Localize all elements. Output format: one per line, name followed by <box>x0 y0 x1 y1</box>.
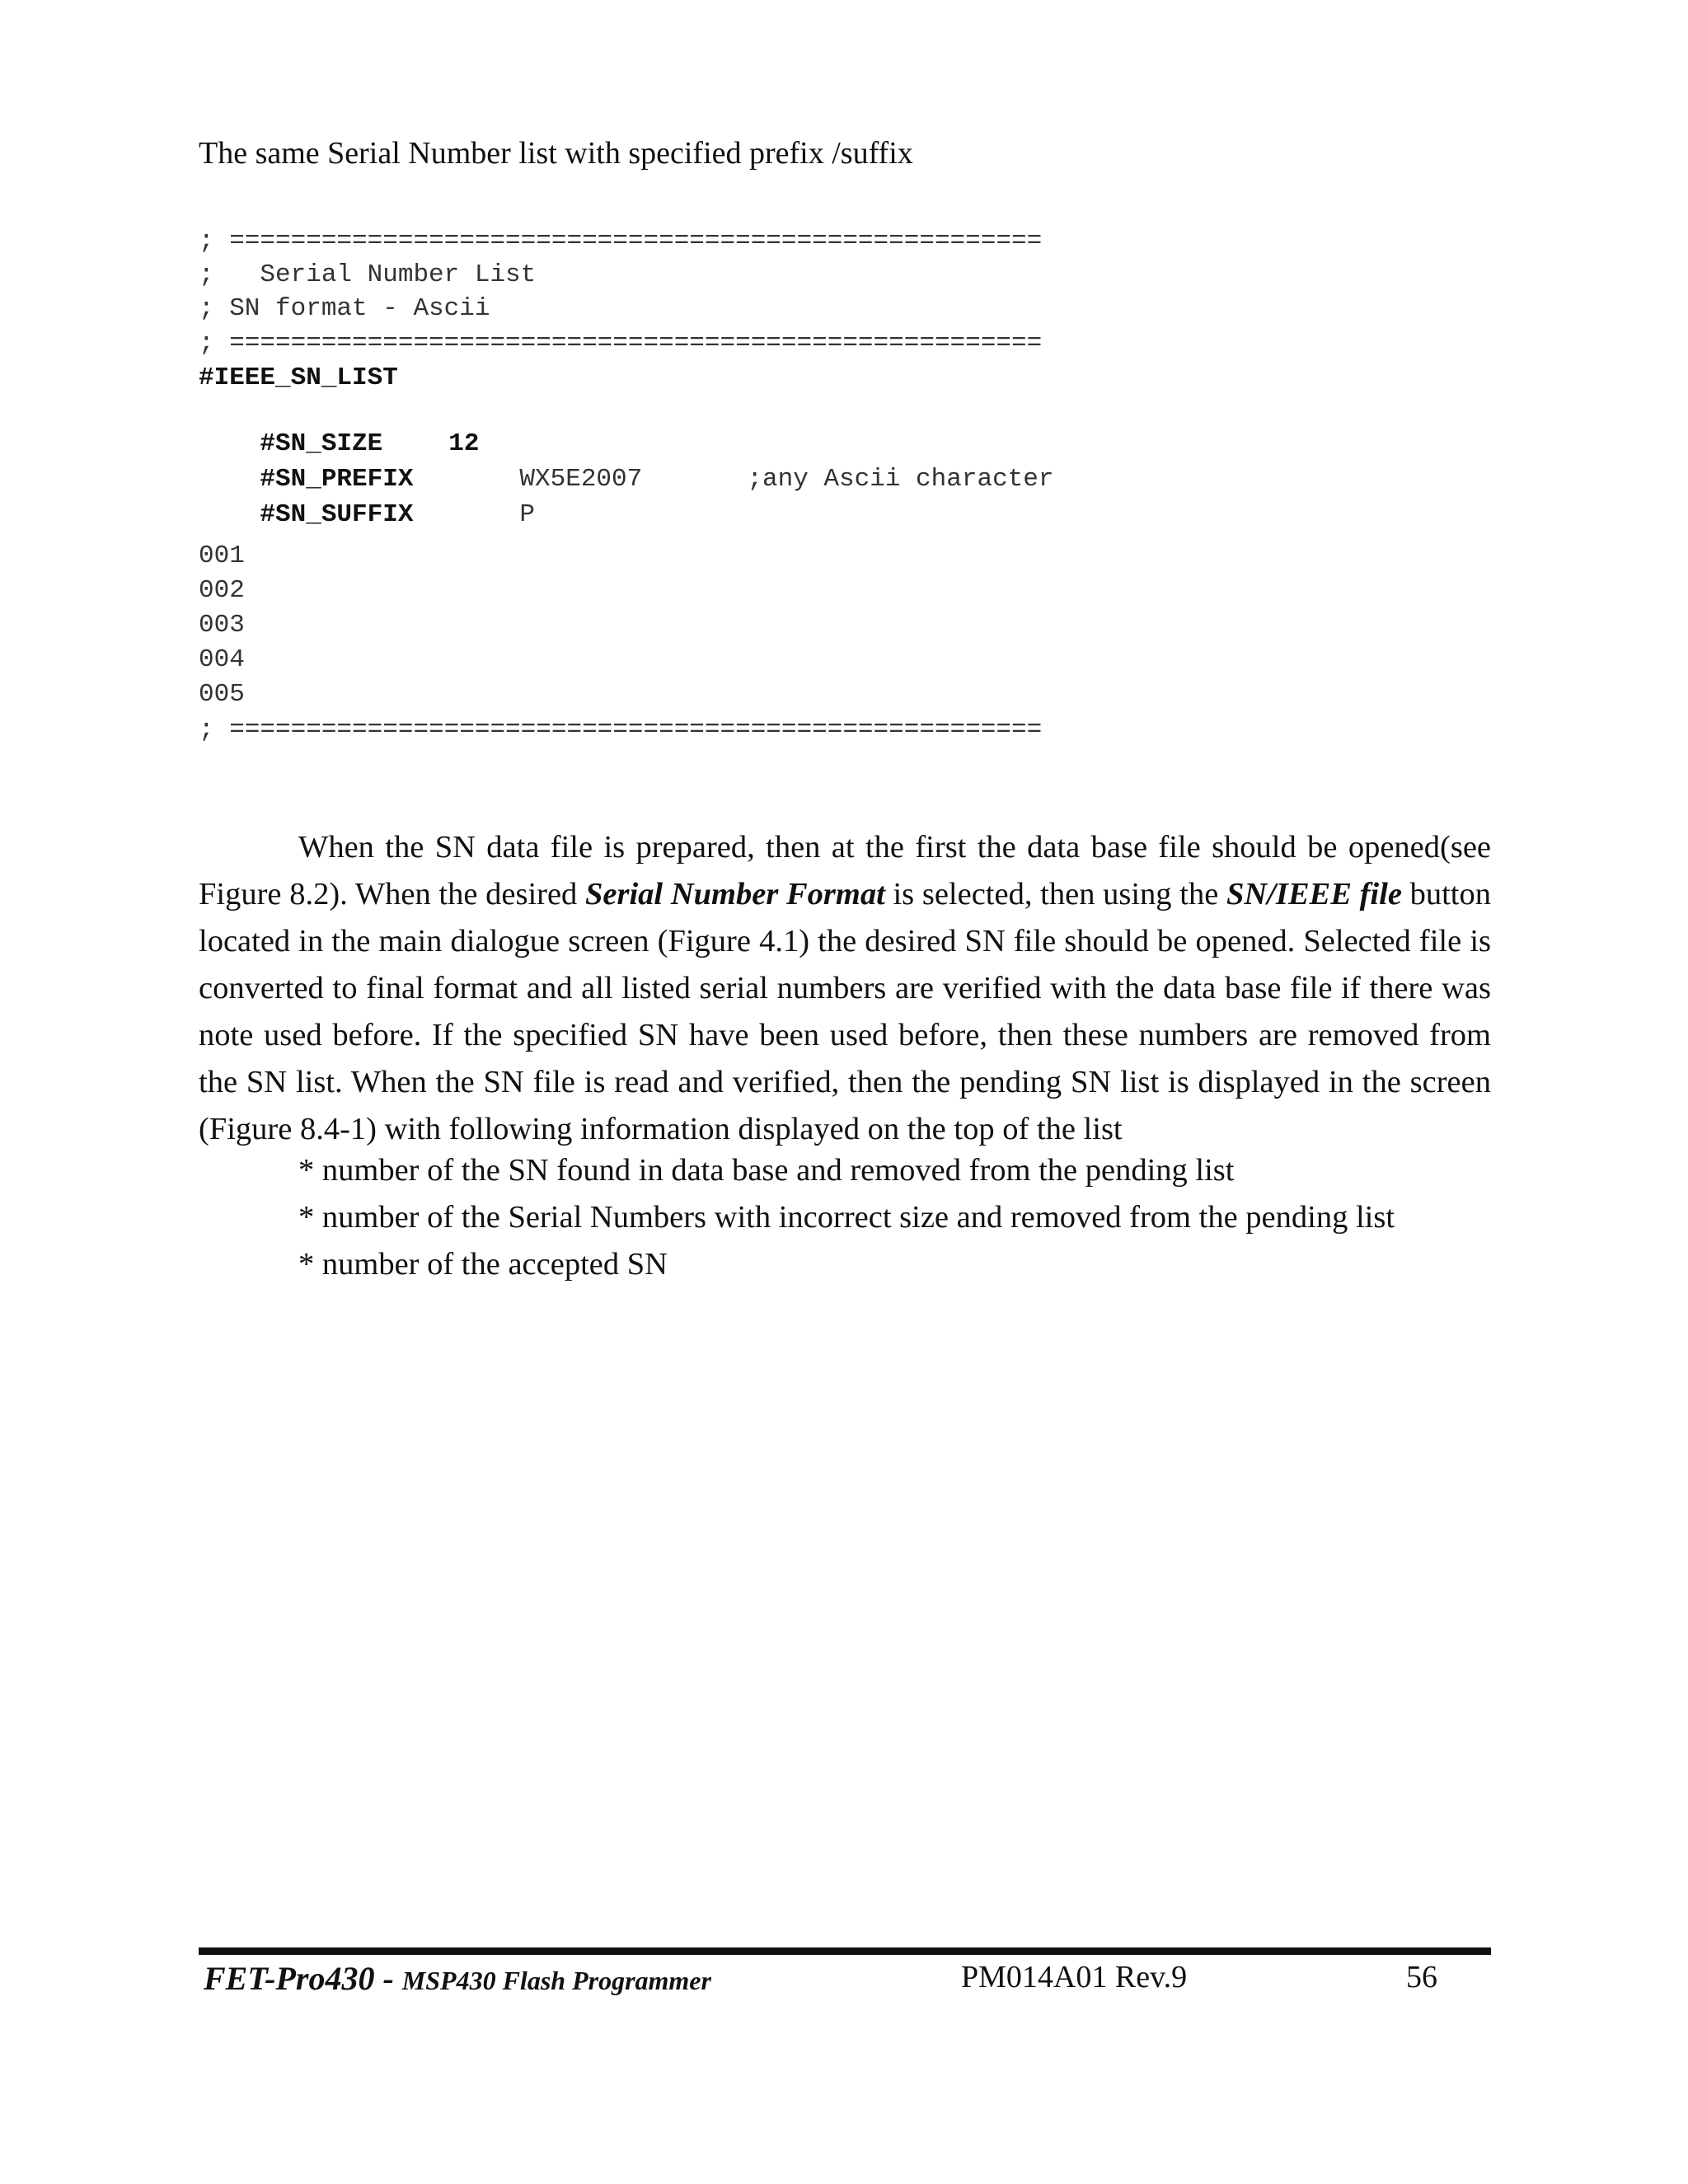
code-serial-number: 002 <box>199 576 245 605</box>
code-prefix-key: #SN_PREFIX <box>260 465 414 494</box>
code-prefix-value: WX5E2007 <box>519 465 643 494</box>
paragraph-part-1: When the SN data file is prepared, then at the first the data base file should be opened(see Figure 8.2). When the desired <box>199 830 1491 912</box>
code-separator-bottom: ; ===================================================== <box>199 715 1043 744</box>
bullet-item: * number of the accepted SN <box>298 1247 668 1282</box>
code-serial-number: 003 <box>199 611 245 640</box>
code-directive-prefix <box>199 435 1054 494</box>
footer-separator: - <box>382 1960 394 1997</box>
code-suffix-value: P <box>519 500 536 529</box>
code-size-value: 12 <box>448 429 480 458</box>
code-prefix-comment: ;any Ascii character <box>747 465 1054 494</box>
footer-subtitle: MSP430 Flash Programmer <box>401 1966 711 1995</box>
code-comment-title: ; Serial Number List <box>199 260 537 289</box>
code-serial-number: 005 <box>199 680 245 709</box>
code-directive-list: #IEEE_SN_LIST <box>199 363 398 392</box>
code-directive-size <box>199 400 480 458</box>
footer-product: FET-Pro430 <box>204 1960 375 1997</box>
code-size-key: #SN_SIZE <box>260 429 383 458</box>
code-directive-suffix <box>199 471 536 529</box>
paragraph-part-2: is selected, then using the <box>884 877 1226 912</box>
page-number: 56 <box>1406 1960 1437 1994</box>
bullet-item: * number of the Serial Numbers with incorrect size and removed from the pending list <box>298 1200 1395 1235</box>
footer-rule <box>199 1947 1491 1955</box>
sn-ieee-file-emphasis: SN/IEEE file <box>1226 877 1402 912</box>
footer-title <box>204 1959 711 1998</box>
intro-heading: The same Serial Number list with specified prefix /suffix <box>199 136 913 171</box>
page-footer <box>199 1957 1491 2007</box>
paragraph-part-3: button located in the main dialogue screen (Figure 4.1) the desired SN file should be opened. Selected file is converted to final format and all listed serial numbers are verified with the data base file if there was note used before. If the specified SN have been used before, then these numbers are removed from the SN list. When the SN file is read and verified, then the pending SN list is displayed in the screen (Figure 8.4-1) with following information displayed on the top of the list <box>199 877 1492 1146</box>
code-serial-number: 004 <box>199 645 245 674</box>
body-paragraph <box>199 824 1491 1153</box>
code-suffix-key: #SN_SUFFIX <box>260 500 414 529</box>
code-separator-top: ; ===================================================== <box>199 227 1043 255</box>
code-separator-header: ; ===================================================== <box>199 329 1043 358</box>
code-serial-number: 001 <box>199 541 245 570</box>
bullet-item: * number of the SN found in data base and removed from the pending list <box>298 1153 1235 1188</box>
code-comment-format: ; SN format - Ascii <box>199 294 490 323</box>
serial-number-format-emphasis: Serial Number Format <box>585 877 885 912</box>
footer-doc-id: PM014A01 Rev.9 <box>961 1960 1188 1994</box>
